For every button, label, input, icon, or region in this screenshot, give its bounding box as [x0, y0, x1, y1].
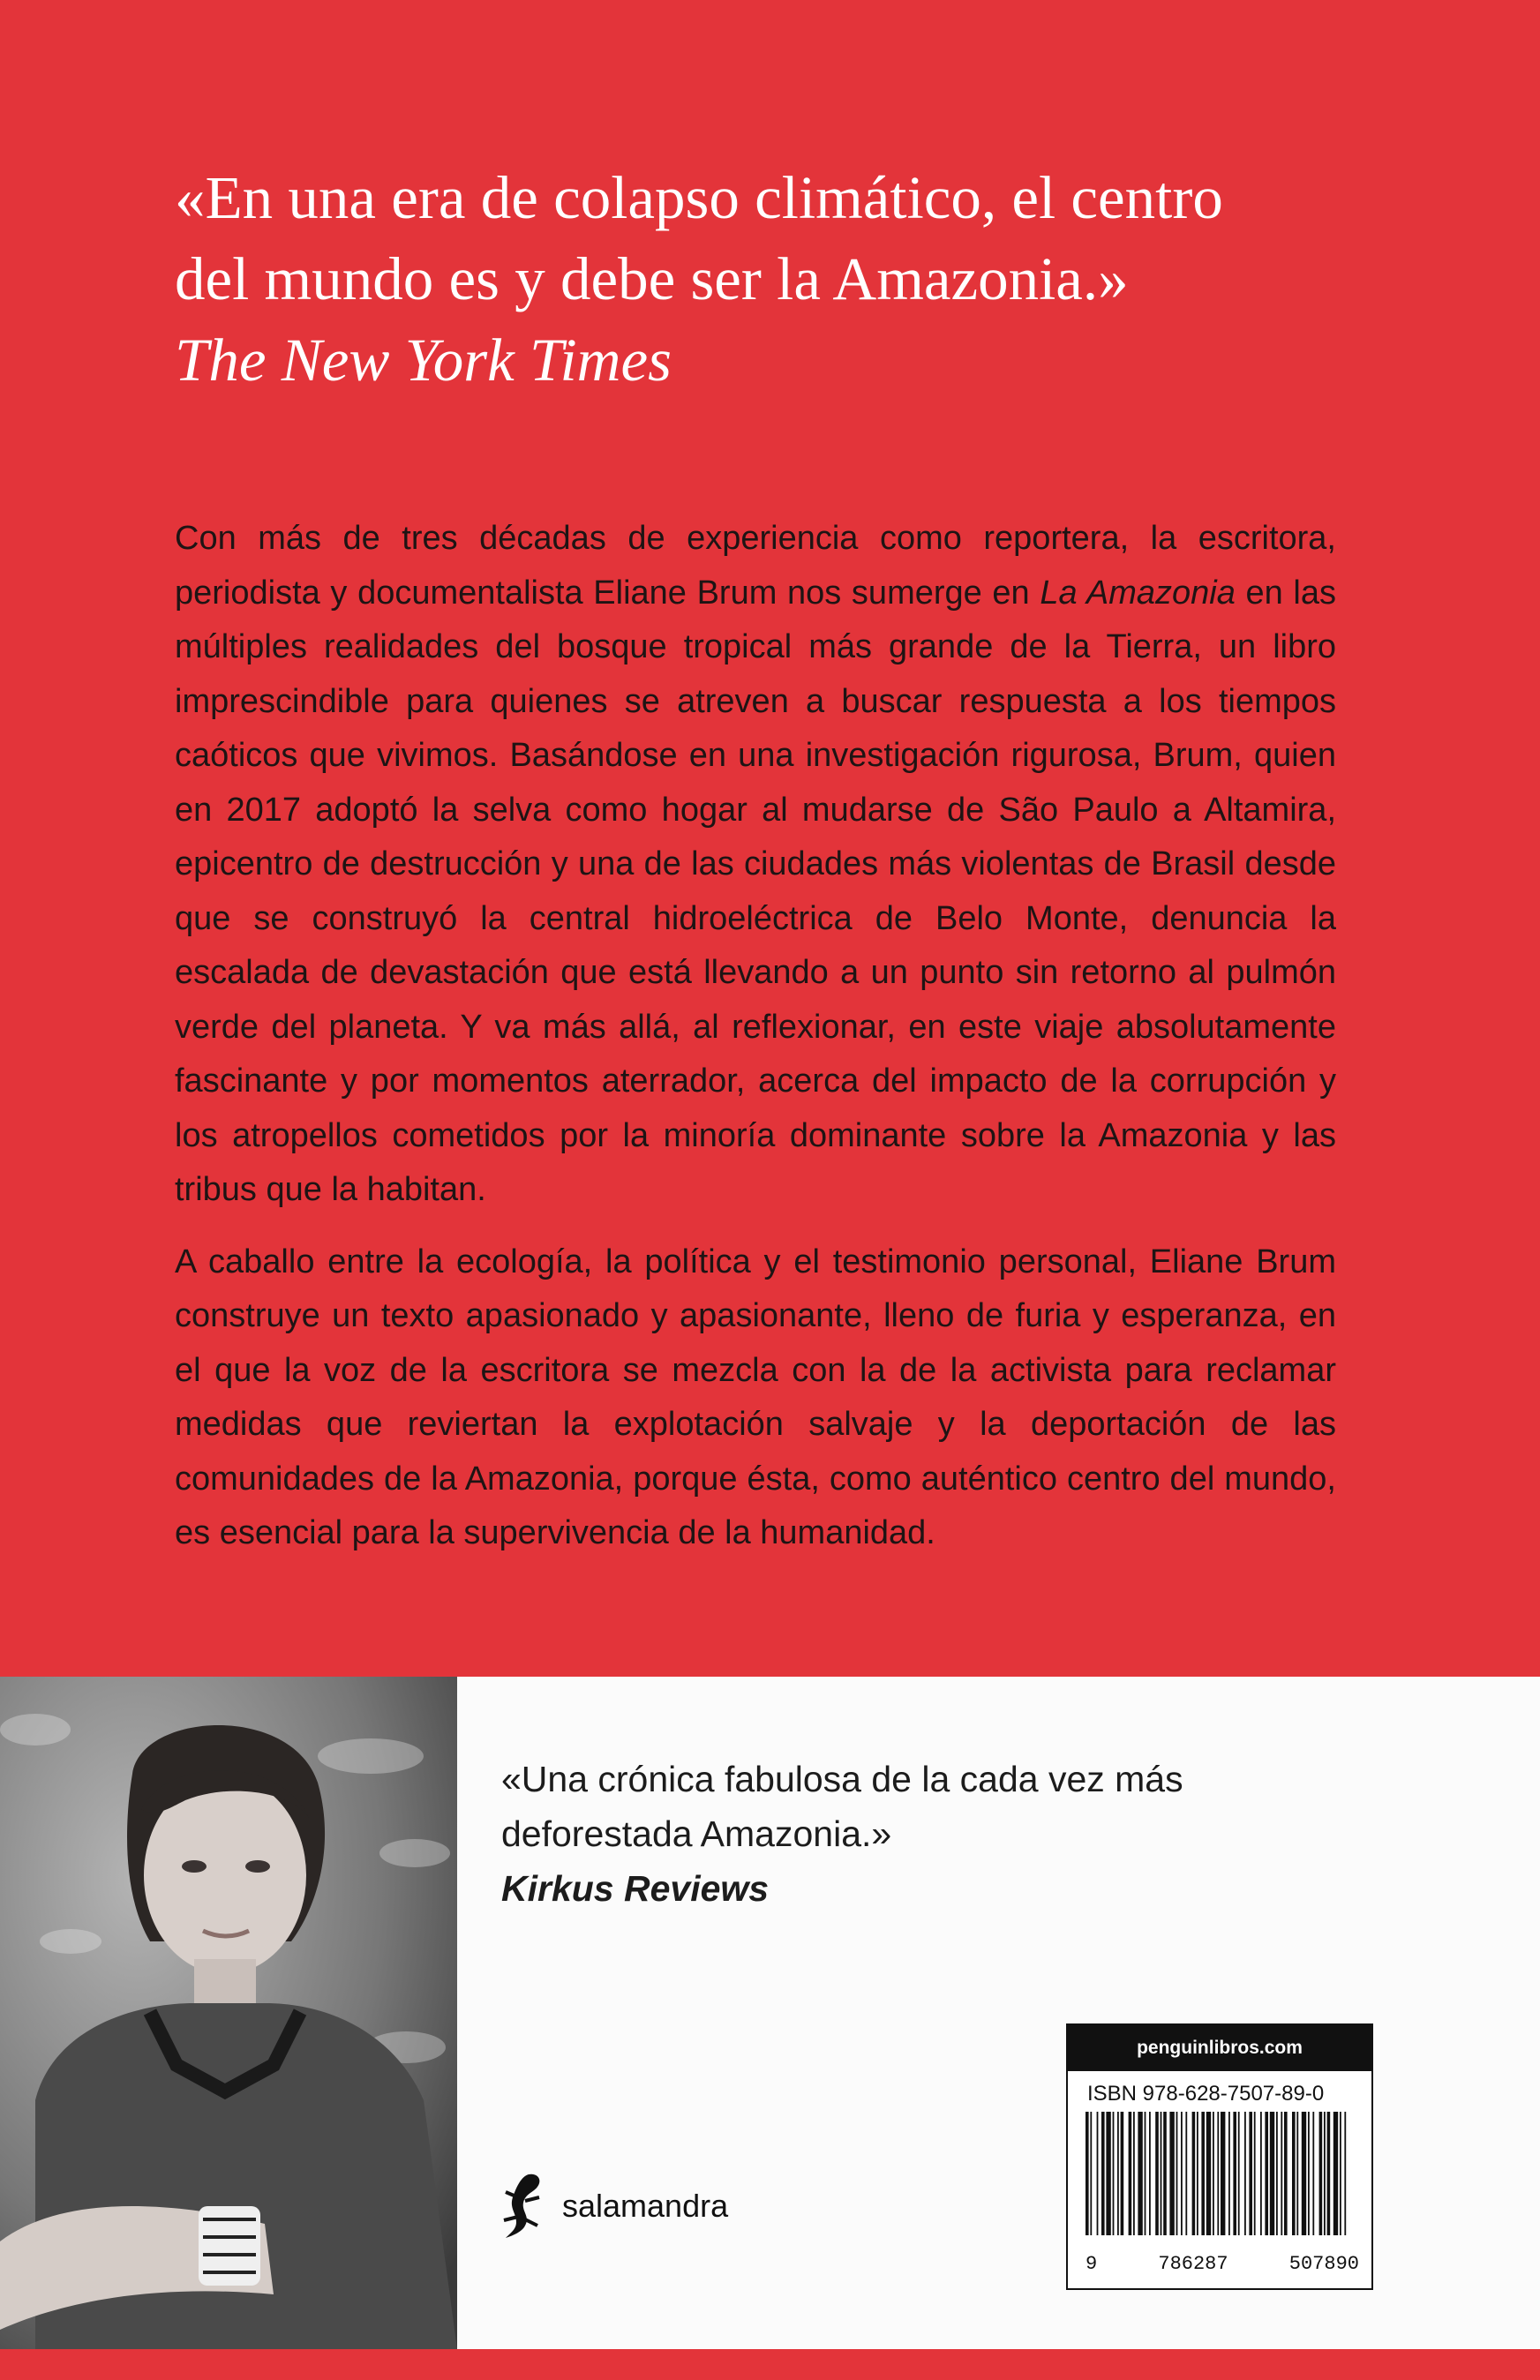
barcode-bar: [1296, 2112, 1298, 2235]
barcode-bar: [1097, 2112, 1099, 2235]
barcode-bar: [1181, 2112, 1183, 2235]
barcode-bar: [1344, 2112, 1346, 2235]
barcode-bar: [1117, 2112, 1119, 2235]
review-quote-line-1: «Una crónica fabulosa de la cada vez más: [501, 1759, 1183, 1799]
bottom-red-strip: [0, 2349, 1540, 2380]
barcode-bar: [1324, 2112, 1326, 2235]
barcode-image: [1082, 2112, 1356, 2244]
barcode-bar: [1086, 2112, 1089, 2235]
barcode-bar: [1197, 2112, 1198, 2235]
bottom-white-band: [0, 1677, 1540, 2349]
barcode-panel: [1066, 2023, 1373, 2290]
barcode-bar: [1254, 2112, 1256, 2235]
barcode-bar: [1312, 2112, 1314, 2235]
book-title-inline: La Amazonia: [1040, 574, 1236, 612]
barcode-bar: [1201, 2112, 1205, 2235]
press-quote-attribution: The New York Times: [175, 327, 672, 394]
barcode-bar: [1233, 2112, 1236, 2235]
barcode-bar: [1161, 2112, 1162, 2235]
barcode-bar: [1308, 2112, 1310, 2235]
barcode-bar: [1149, 2112, 1151, 2235]
press-quote: [175, 157, 1428, 401]
barcode-bar: [1270, 2112, 1274, 2235]
press-quote-line-1: «En una era de colapso climático, el centro: [175, 164, 1223, 231]
barcode-bar: [1265, 2112, 1268, 2235]
barcode-bar: [1319, 2112, 1323, 2235]
synopsis-paragraph-1: [175, 512, 1336, 1218]
barcode-bar: [1327, 2112, 1331, 2235]
review-quote-line-2: deforestada Amazonia.»: [501, 1813, 892, 1854]
barcode-bar: [1155, 2112, 1159, 2235]
barcode-bar: [1340, 2112, 1341, 2235]
review-quote: [501, 1752, 1296, 1916]
author-photo: [0, 1677, 457, 2349]
barcode-bar: [1101, 2112, 1105, 2235]
author-portrait-image: [0, 1677, 457, 2349]
barcode-bar: [1228, 2112, 1230, 2235]
barcode-bar: [1284, 2112, 1288, 2235]
publisher-name: salamandra: [562, 2188, 729, 2224]
barcode-digit-group-1: 9: [1086, 2253, 1098, 2275]
publisher-website: penguinlibros.com: [1068, 2025, 1371, 2071]
barcode-bar: [1213, 2112, 1214, 2235]
isbn-number: ISBN 978-628-7507-89-0: [1087, 2082, 1325, 2106]
barcode-bar: [1302, 2112, 1306, 2235]
publisher-logo: [499, 2175, 728, 2237]
barcode-digit-group-3: 507890: [1288, 2253, 1359, 2275]
synopsis-paragraph-2: A caballo entre la ecología, la política y el testimonio personal, Eliane Brum construye un texto apasionado y apasionante, lleno de furia y esperanza, en el que la voz de la escritora se mezcla con la de la activista para reclamar medidas que reviertan la explotación salvaje y la deportación de las comunidades de la Amazonia, porque ésta, como auténtico centro del mundo, es esencial para la supervivencia de la humanidad.: [175, 1243, 1336, 1551]
barcode-bar: [1169, 2112, 1174, 2235]
barcode-bar: [1281, 2112, 1282, 2235]
barcode-bar: [1145, 2112, 1146, 2235]
barcode-digit-group-2: 786287: [1158, 2253, 1228, 2275]
barcode-bar: [1106, 2112, 1110, 2235]
barcode-bar: [1276, 2112, 1278, 2235]
barcode-bar: [1292, 2112, 1296, 2235]
press-quote-line-2: del mundo es y debe ser la Amazonia.»: [175, 245, 1129, 312]
barcode-bar: [1163, 2112, 1167, 2235]
salamander-icon: [499, 2171, 550, 2241]
barcode-bar: [1185, 2112, 1187, 2235]
barcode-bar: [1217, 2112, 1219, 2235]
barcode-bar: [1121, 2112, 1124, 2235]
barcode-bar: [1333, 2112, 1338, 2235]
barcode-bar: [1249, 2112, 1252, 2235]
review-attribution: Kirkus Reviews: [501, 1868, 770, 1909]
barcode-digits: [1086, 2253, 1359, 2275]
barcode-bar: [1192, 2112, 1196, 2235]
barcode-bar: [1221, 2112, 1225, 2235]
barcode-bar: [1113, 2112, 1115, 2235]
barcode-bar: [1206, 2112, 1211, 2235]
synopsis-text-a: Con más de tres décadas de experiencia como reportera, la escritora, periodista y documentalista Eliane Brum nos sumerge en: [175, 520, 1336, 612]
barcode-bar: [1138, 2112, 1142, 2235]
book-synopsis: [175, 512, 1336, 1579]
barcode-bar: [1244, 2112, 1246, 2235]
barcode-bar: [1090, 2112, 1092, 2235]
synopsis-text-b: en las múltiples realidades del bosque tropical más grande de la Tierra, un libro imprescindible para quienes se atreven a buscar respuesta a los tiempos caóticos que vivimos. Basándose en una investigación rigurosa, Brum, quien en 2017 adoptó la selva como hogar al mudarse de São Paulo a Altamira, epicentro de destrucción y una de las ciudades más violentas de Brasil desde que se construyó la central hidroeléctrica de Belo Monte, denuncia la escalada de devastación que está llevando a un punto sin retorno al pulmón verde del planeta. Y va más allá, al reflexionar, en este viaje absolutamente fascinante y por momentos aterrador, acerca del impacto de la corrupción y los atropellos cometidos por la minoría dominante sobre la Amazonia y las tribus que la habitan.: [175, 574, 1336, 1208]
barcode-bar: [1260, 2112, 1262, 2235]
barcode-bar: [1238, 2112, 1240, 2235]
barcode-bar: [1129, 2112, 1132, 2235]
barcode-bar: [1133, 2112, 1135, 2235]
barcode-bar: [1176, 2112, 1178, 2235]
